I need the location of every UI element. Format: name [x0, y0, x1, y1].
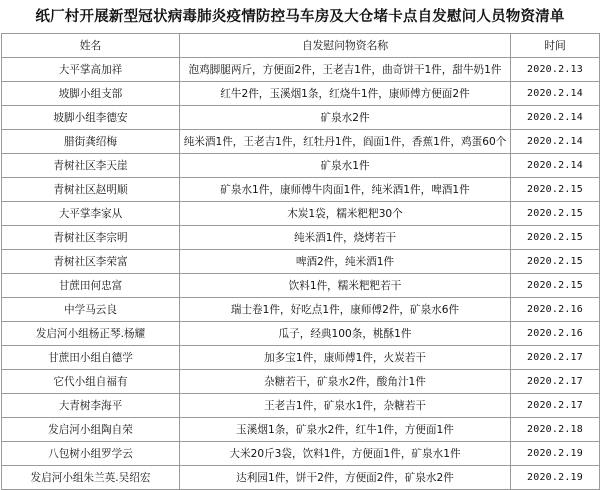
table-row: [2, 82, 600, 106]
cell-time: 2020.2.13: [511, 58, 600, 82]
cell-name: 坡脚小组支部: [2, 82, 180, 106]
cell-items: 杂糖若干，矿泉水2件，酸角汁1件: [180, 370, 511, 394]
cell-items: 矿泉水1件: [180, 154, 511, 178]
cell-name: 甘蔗田小组自德学: [2, 346, 180, 370]
table-row: [2, 226, 600, 250]
table-row: [2, 130, 600, 154]
cell-time: 2020.2.16: [511, 298, 600, 322]
cell-name: 它代小组自福有: [2, 370, 180, 394]
cell-name: 大平掌高加祥: [2, 58, 180, 82]
cell-items: 加多宝1件，康师傅1件，火炭若干: [180, 346, 511, 370]
cell-time: 2020.2.17: [511, 394, 600, 418]
cell-name: 发启河小组朱兰英.吴绍宏: [2, 466, 180, 490]
table-row: [2, 178, 600, 202]
cell-name: 坡脚小组李德安: [2, 106, 180, 130]
cell-time: 2020.2.15: [511, 178, 600, 202]
table-row: [2, 106, 600, 130]
cell-name: 腊街龚绍梅: [2, 130, 180, 154]
cell-name: 青树社区李天崖: [2, 154, 180, 178]
cell-name: 青树社区李荣富: [2, 250, 180, 274]
table-row: [2, 418, 600, 442]
cell-items: 饮料1件，糯米粑粑若干: [180, 274, 511, 298]
cell-items: 大米20斤3袋，饮料1件，方便面1件，矿泉水1件: [180, 442, 511, 466]
cell-items: 木炭1袋，糯米粑粑30个: [180, 202, 511, 226]
header-time: 时间: [511, 34, 600, 58]
table-row: [2, 58, 600, 82]
cell-items: 纯米酒1件，烧烤若干: [180, 226, 511, 250]
table-row: [2, 442, 600, 466]
table-row: [2, 322, 600, 346]
cell-name: 大青树李海平: [2, 394, 180, 418]
table-row: [2, 154, 600, 178]
cell-time: 2020.2.19: [511, 466, 600, 490]
cell-name: 青树社区赵明顺: [2, 178, 180, 202]
cell-time: 2020.2.16: [511, 322, 600, 346]
cell-items: 瑞士卷1件，好吃点1件，康师傅2件，矿泉水6件: [180, 298, 511, 322]
cell-items: 矿泉水1件，康师傅牛肉面1件，纯米酒1件，啤酒1件: [180, 178, 511, 202]
cell-time: 2020.2.19: [511, 442, 600, 466]
header-items: 自发慰问物资名称: [180, 34, 511, 58]
cell-items: 啤酒2件，纯米酒1件: [180, 250, 511, 274]
table-row: [2, 394, 600, 418]
table-row: [2, 346, 600, 370]
cell-time: 2020.2.15: [511, 250, 600, 274]
cell-time: 2020.2.14: [511, 82, 600, 106]
table-row: [2, 466, 600, 490]
cell-items: 矿泉水2件: [180, 106, 511, 130]
table-row: [2, 370, 600, 394]
cell-items: 泡鸡脚腿两斤，方便面2件，王老吉1件，曲奇饼干1件，甜牛奶1件: [180, 58, 511, 82]
cell-name: 中学马云良: [2, 298, 180, 322]
cell-items: 瓜子，经典100条，桃酥1件: [180, 322, 511, 346]
table-row: [2, 298, 600, 322]
cell-name: 大平掌李家从: [2, 202, 180, 226]
header-row: [2, 34, 600, 58]
cell-time: 2020.2.14: [511, 154, 600, 178]
table-row: [2, 274, 600, 298]
cell-name: 甘蔗田何忠富: [2, 274, 180, 298]
cell-items: 纯米酒1件，王老吉1件，红牡丹1件，阎面1件，香蕉1件，鸡蛋60个: [180, 130, 511, 154]
cell-items: 王老吉1件，矿泉水1件，杂糖若干: [180, 394, 511, 418]
header-name: 姓名: [2, 34, 180, 58]
cell-time: 2020.2.14: [511, 130, 600, 154]
cell-items: 玉溪烟1条，矿泉水2件，红牛1件，方便面1件: [180, 418, 511, 442]
cell-time: 2020.2.14: [511, 106, 600, 130]
document-title: 纸厂村开展新型冠状病毒肺炎疫情防控马车房及大仓堵卡点自发慰问人员物资清单: [35, 8, 565, 25]
cell-name: 发启河小组杨正琴.杨耀: [2, 322, 180, 346]
cell-time: 2020.2.15: [511, 202, 600, 226]
table-row: [2, 250, 600, 274]
cell-time: 2020.2.17: [511, 346, 600, 370]
cell-items: 红牛2件，玉溪烟1条，红烧牛1件，康师傅方便面2件: [180, 82, 511, 106]
cell-name: 青树社区李宗明: [2, 226, 180, 250]
cell-items: 达利园1件，饼干2件，方便面2件，矿泉水2件: [180, 466, 511, 490]
table-body: [2, 58, 600, 490]
cell-name: 八包树小组罗学云: [2, 442, 180, 466]
cell-time: 2020.2.18: [511, 418, 600, 442]
cell-time: 2020.2.15: [511, 226, 600, 250]
table-row: [2, 202, 600, 226]
cell-time: 2020.2.17: [511, 370, 600, 394]
supplies-table: [1, 33, 600, 490]
cell-name: 发启河小组陶自荣: [2, 418, 180, 442]
cell-time: 2020.2.15: [511, 274, 600, 298]
